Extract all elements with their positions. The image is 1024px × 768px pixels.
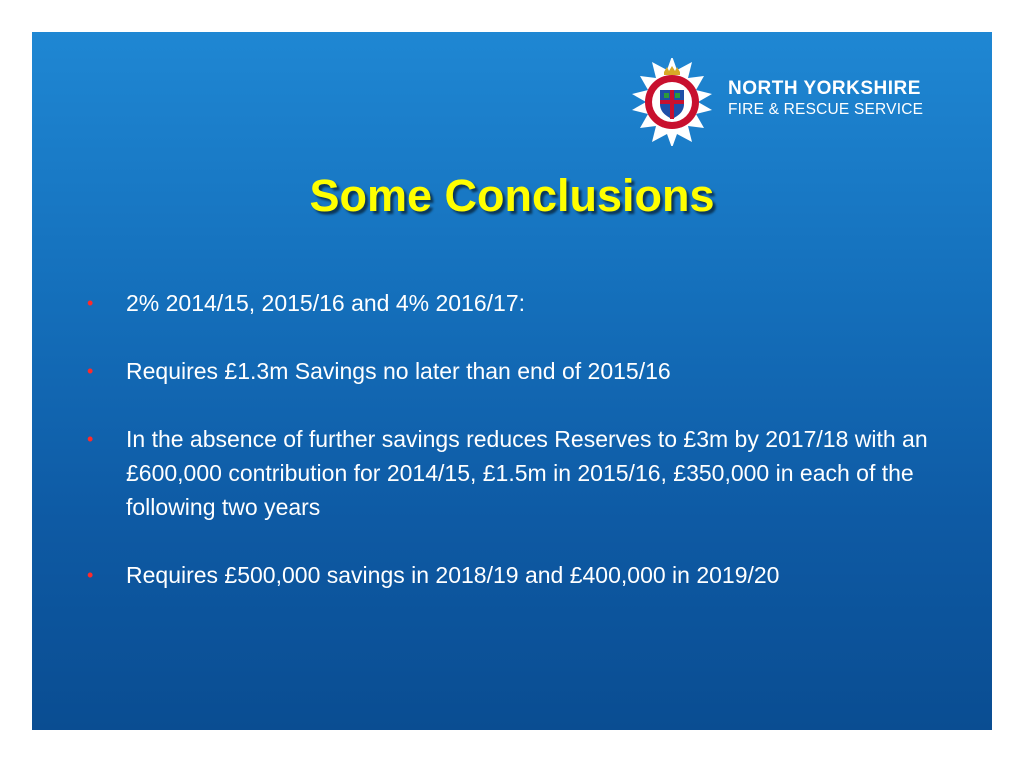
bullet-dot-icon: • bbox=[87, 293, 94, 313]
logo-line-1: NORTH YORKSHIRE bbox=[728, 78, 921, 99]
bullet-item bbox=[84, 558, 944, 592]
bullet-dot-icon: • bbox=[87, 429, 94, 449]
slide bbox=[32, 32, 992, 730]
bullet-item bbox=[84, 422, 944, 524]
logo-line-2: FIRE & RESCUE SERVICE bbox=[728, 101, 924, 118]
bullet-dot-icon: • bbox=[87, 565, 94, 585]
bullet-text: 2% 2014/15, 2015/16 and 4% 2016/17: bbox=[126, 290, 526, 316]
bullet-text: In the absence of further savings reduces Reserves to £3m by 2017/18 with an £600,000 contribution for 2014/15, £1.5m in 2015/16, £350,000 in each of the following two years bbox=[126, 426, 928, 520]
bullet-item bbox=[84, 354, 944, 388]
organization-logo bbox=[626, 58, 956, 148]
fire-service-emblem-icon bbox=[626, 58, 718, 146]
slide-title: Some Conclusions bbox=[309, 170, 715, 221]
bullet-text: Requires £1.3m Savings no later than end of 2015/16 bbox=[126, 358, 671, 384]
bullet-text: Requires £500,000 savings in 2018/19 and £400,000 in 2019/20 bbox=[126, 562, 780, 588]
bullet-dot-icon: • bbox=[87, 361, 94, 381]
bullet-list bbox=[84, 286, 944, 626]
bullet-item bbox=[84, 286, 944, 320]
logo-wordmark bbox=[728, 78, 923, 120]
